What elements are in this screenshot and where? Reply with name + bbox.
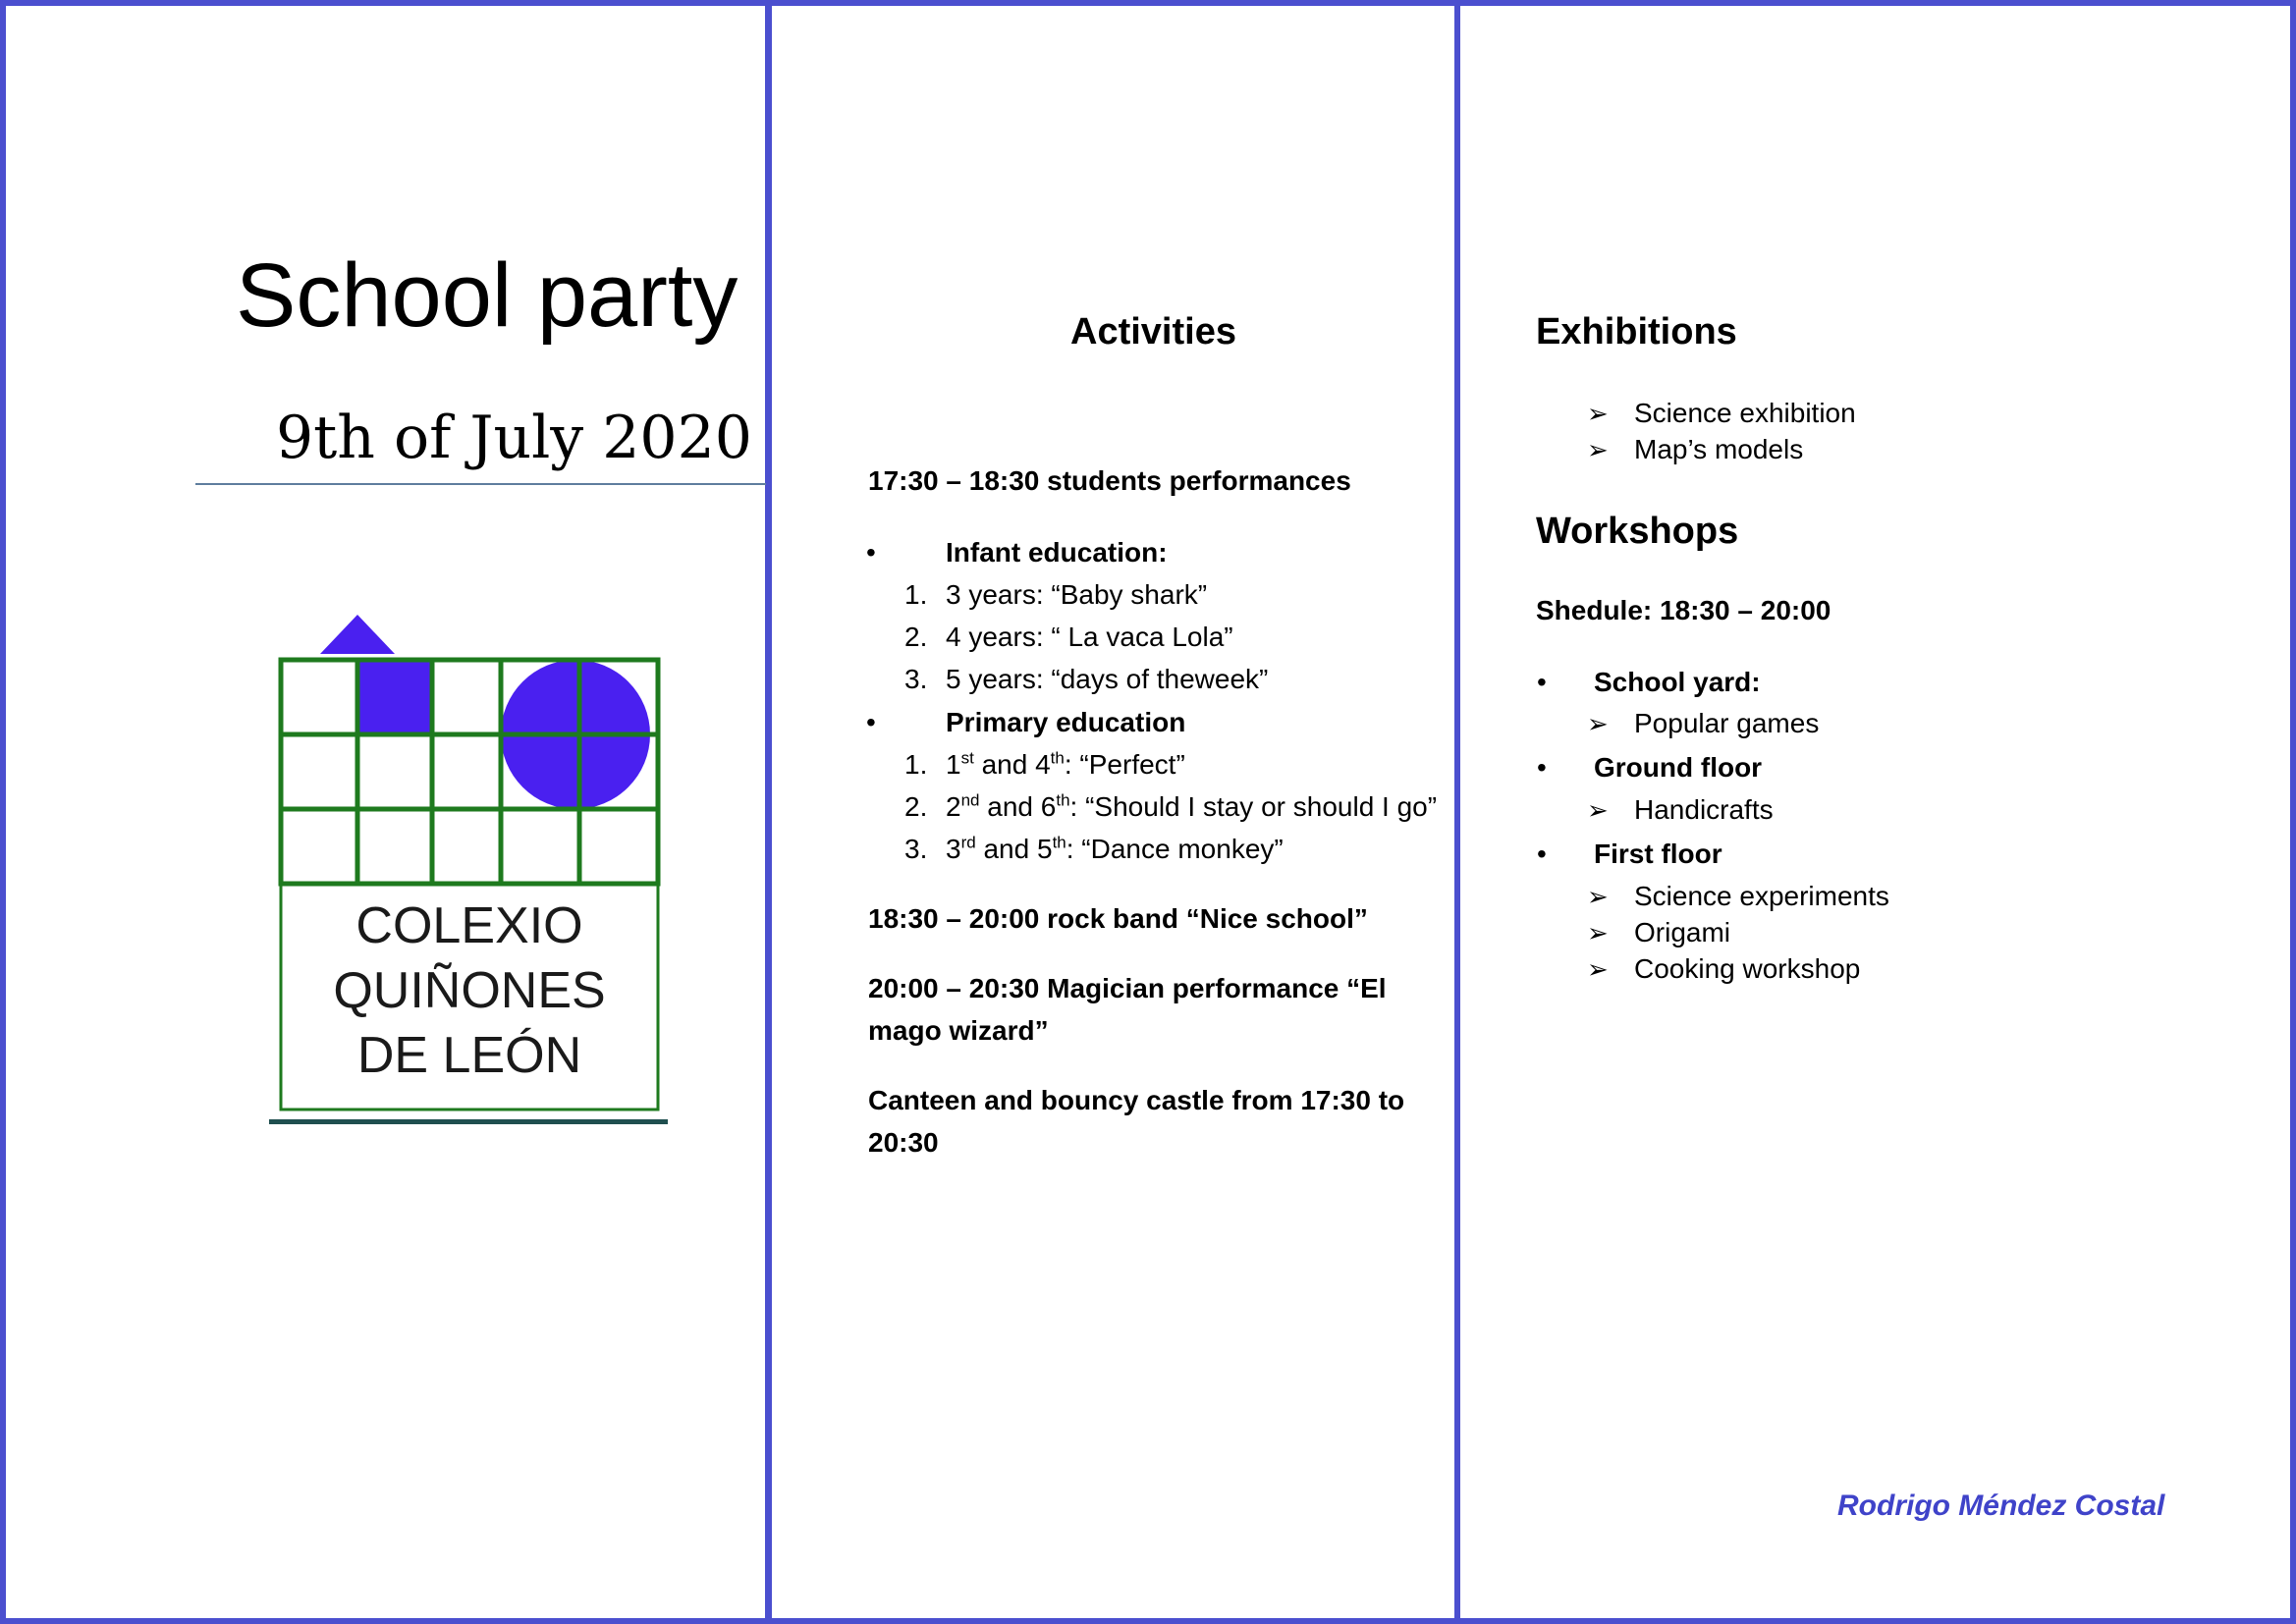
list-number: 1. — [904, 749, 928, 780]
list-number: 2. — [904, 791, 928, 822]
logo-text-line1: COLEXIO — [355, 897, 583, 954]
list-number: 1. — [904, 579, 928, 610]
list-item: Cooking workshop — [1634, 953, 1861, 984]
activities-panel — [766, 0, 1460, 1624]
ground-floor-label: Ground floor — [1594, 752, 1763, 783]
arrow-bullet-icon: ➢ — [1587, 399, 1609, 428]
first-floor-label: First floor — [1594, 839, 1722, 869]
list-item: 5 years: “days of theweek” — [946, 664, 1269, 694]
activity-slot-magician-line1: 20:00 – 20:30 Magician performance “El — [868, 973, 1387, 1003]
arrow-bullet-icon: ➢ — [1587, 918, 1609, 947]
bullet-icon: • — [866, 537, 876, 568]
bullet-icon: • — [1537, 839, 1547, 869]
logo-underline — [269, 1119, 668, 1124]
list-number: 3. — [904, 664, 928, 694]
list-item: 4 years: “ La vaca Lola” — [946, 622, 1233, 652]
list-item: 1st and 4th: “Perfect” — [946, 748, 1185, 780]
activities-heading: Activities — [1070, 311, 1236, 352]
primary-education-label: Primary education — [946, 707, 1186, 737]
workshops-heading: Workshops — [1536, 511, 1739, 552]
title-divider — [195, 483, 771, 485]
bullet-icon: • — [1537, 752, 1547, 783]
list-item: 3rd and 5th: “Dance monkey” — [946, 833, 1284, 864]
arrow-bullet-icon: ➢ — [1587, 709, 1609, 738]
list-item: Map’s models — [1634, 434, 1804, 464]
list-item: 2nd and 6th: “Should I stay or should I go” — [946, 790, 1438, 822]
activity-slot-magician-line2: mago wizard” — [868, 1015, 1049, 1046]
logo-roof — [320, 615, 395, 654]
school-logo — [269, 607, 672, 1127]
logo-text-line2: QUIÑONES — [333, 962, 606, 1019]
school-yard-label: School yard: — [1594, 667, 1761, 697]
canteen-line2: 20:30 — [868, 1127, 939, 1158]
event-date: 9th of July 2020 — [276, 404, 752, 472]
page-title: School party — [236, 245, 738, 346]
activity-slot-students: 17:30 – 18:30 students performances — [868, 465, 1351, 496]
logo-blue-square — [357, 660, 432, 732]
exhibitions-heading: Exhibitions — [1536, 311, 1737, 352]
list-number: 3. — [904, 834, 928, 864]
arrow-bullet-icon: ➢ — [1587, 795, 1609, 825]
infant-education-label: Infant education: — [946, 537, 1168, 568]
bullet-icon: • — [866, 707, 876, 737]
list-item: Popular games — [1634, 708, 1820, 738]
arrow-bullet-icon: ➢ — [1587, 435, 1609, 464]
list-number: 2. — [904, 622, 928, 652]
author-name: Rodrigo Méndez Costal — [1837, 1489, 2165, 1522]
logo-text-line3: DE LEÓN — [356, 1027, 582, 1084]
activity-slot-rock-band: 18:30 – 20:00 rock band “Nice school” — [868, 903, 1368, 934]
exhibitions-panel — [1454, 0, 2296, 1624]
bullet-icon: • — [1537, 667, 1547, 697]
list-item: Science experiments — [1634, 881, 1889, 911]
cover-panel — [0, 0, 771, 1624]
list-item: Science exhibition — [1634, 398, 1856, 428]
list-item: Handicrafts — [1634, 794, 1774, 825]
list-item: 3 years: “Baby shark” — [946, 579, 1208, 610]
workshops-schedule: Shedule: 18:30 – 20:00 — [1536, 595, 1831, 625]
canteen-line1: Canteen and bouncy castle from 17:30 to — [868, 1085, 1405, 1115]
arrow-bullet-icon: ➢ — [1587, 882, 1609, 911]
list-item: Origami — [1634, 917, 1731, 947]
arrow-bullet-icon: ➢ — [1587, 954, 1609, 984]
